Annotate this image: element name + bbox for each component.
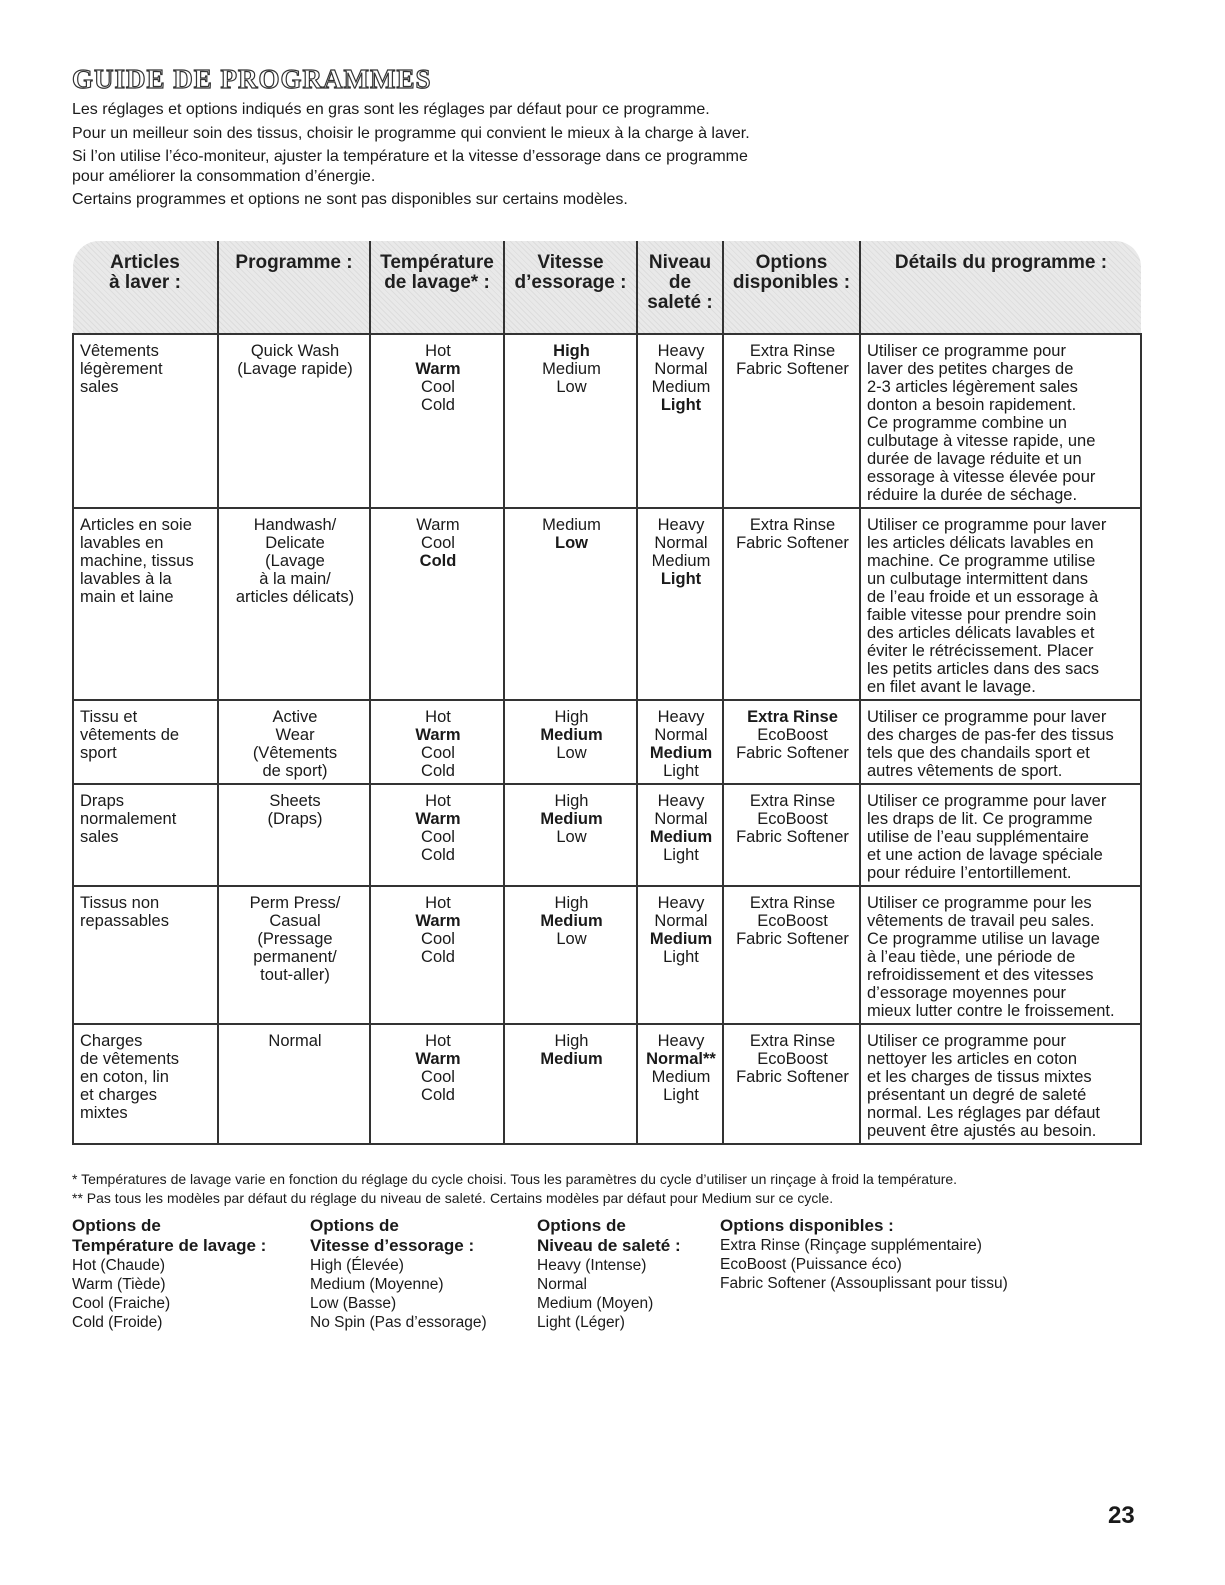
niveau-cell xyxy=(637,784,723,886)
header-options: Options disponibles : xyxy=(723,241,860,334)
programme-value: Quick Wash xyxy=(250,342,340,360)
options-cell xyxy=(723,700,860,784)
details-value: présentant un degré de saleté xyxy=(867,1086,1087,1104)
header-vitesse: Vitesse d’essorage : xyxy=(504,241,637,334)
programme-value: (Vêtements xyxy=(252,744,338,762)
niveau-value: Normal xyxy=(654,360,708,378)
vitesse-value: Medium xyxy=(542,516,601,534)
options-value: Extra Rinse xyxy=(749,516,836,534)
articles-cell xyxy=(73,886,218,1024)
temperature-value: Cool xyxy=(421,744,455,762)
table-header-row xyxy=(73,241,1141,334)
intro-line: Les réglages et options indiqués en gras sont les réglages par défaut pour ce programme. xyxy=(72,101,710,118)
options-cell xyxy=(723,886,860,1024)
temperature-value: Cold xyxy=(421,1086,455,1104)
temperature-value: Warm xyxy=(415,810,461,828)
footnote: ** Pas tous les modèles par défaut du réglage du niveau de saleté. Certains modèles par défaut pour Medium sur ce cycle. xyxy=(72,1190,834,1206)
programme-cell xyxy=(218,886,370,1024)
footnotes xyxy=(72,1170,957,1208)
vitesse-value: Medium xyxy=(542,360,601,378)
temperature-value: Hot xyxy=(425,792,451,810)
details-cell xyxy=(860,700,1141,784)
options-temperature xyxy=(72,1216,266,1332)
temperature-value: Hot xyxy=(425,342,451,360)
vitesse-value: High xyxy=(554,792,589,810)
vitesse-value: High xyxy=(554,894,589,912)
vitesse-value: Low xyxy=(556,378,587,396)
details-value: vêtements de travail peu sales. xyxy=(867,912,1095,930)
details-value: culbutage à vitesse rapide, une xyxy=(867,432,1096,450)
temperature-cell xyxy=(370,508,504,700)
details-value: Utiliser ce programme pour laver xyxy=(867,708,1107,726)
options-disponibles xyxy=(720,1216,1008,1293)
articles-value: lavables à la xyxy=(80,570,172,588)
options-value: Fabric Softener xyxy=(736,828,849,846)
details-value: essorage à vitesse élevée pour xyxy=(867,468,1096,486)
header-temperature: Température de lavage* : xyxy=(370,241,504,334)
option-item: EcoBoost (Puissance éco) xyxy=(720,1256,902,1273)
temperature-value: Hot xyxy=(425,1032,451,1050)
vitesse-value: Medium xyxy=(540,1050,603,1068)
options-heading: Options disponibles : xyxy=(720,1216,894,1235)
option-item: Light (Léger) xyxy=(537,1314,625,1331)
programme-cell xyxy=(218,334,370,508)
details-cell xyxy=(860,508,1141,700)
details-value: utilise de l’eau supplémentaire xyxy=(867,828,1089,846)
temperature-cell xyxy=(370,784,504,886)
options-value: Fabric Softener xyxy=(736,534,849,552)
details-value: Ce programme utilise un lavage xyxy=(867,930,1100,948)
vitesse-value: Low xyxy=(556,828,587,846)
options-value: Extra Rinse xyxy=(749,1032,836,1050)
articles-value: main et laine xyxy=(80,588,174,606)
details-cell xyxy=(860,1024,1141,1144)
option-item: Cold (Froide) xyxy=(72,1314,163,1331)
articles-cell xyxy=(73,784,218,886)
vitesse-value: Low xyxy=(556,930,587,948)
details-value: d’essorage moyennes pour xyxy=(867,984,1067,1002)
details-value: refroidissement et des vitesses xyxy=(867,966,1094,984)
details-value: mieux lutter contre le froissement. xyxy=(867,1002,1115,1020)
header-details: Détails du programme : xyxy=(860,241,1141,334)
options-value: Extra Rinse xyxy=(747,708,838,726)
options-value: Fabric Softener xyxy=(736,360,849,378)
vitesse-value: Low xyxy=(555,534,588,552)
options-value: EcoBoost xyxy=(757,810,828,828)
temperature-value: Cool xyxy=(421,828,455,846)
articles-value: machine, tissus xyxy=(80,552,194,570)
programme-value: articles délicats) xyxy=(235,588,355,606)
temperature-value: Cold xyxy=(421,846,455,864)
niveau-value: Light xyxy=(663,762,699,780)
details-value: tels que des chandails sport et xyxy=(867,744,1090,762)
details-value: les draps de lit. Ce programme xyxy=(867,810,1093,828)
options-niveau xyxy=(537,1216,681,1332)
vitesse-value: Low xyxy=(556,744,587,762)
option-item: Warm (Tiède) xyxy=(72,1276,166,1293)
table-row xyxy=(73,784,1141,886)
option-item: No Spin (Pas d’essorage) xyxy=(310,1314,487,1331)
articles-value: Articles en soie xyxy=(80,516,192,534)
temperature-value: Cold xyxy=(419,552,457,570)
intro-line: Certains programmes et options ne sont pas disponibles sur certains modèles. xyxy=(72,191,628,208)
temperature-cell xyxy=(370,334,504,508)
details-value: réduire la durée de séchage. xyxy=(867,486,1078,504)
niveau-cell xyxy=(637,886,723,1024)
articles-value: légèrement xyxy=(80,360,163,378)
articles-value: de vêtements xyxy=(80,1050,180,1068)
options-value: EcoBoost xyxy=(757,726,828,744)
temperature-value: Warm xyxy=(415,360,461,378)
option-item: Fabric Softener (Assouplissant pour tissu) xyxy=(720,1275,1008,1292)
programme-value: à la main/ xyxy=(259,570,331,588)
details-value: 2-3 articles légèrement sales xyxy=(867,378,1078,396)
details-value: laver des petites charges de xyxy=(867,360,1074,378)
niveau-value: Medium xyxy=(651,1068,711,1086)
articles-cell xyxy=(73,1024,218,1144)
niveau-cell xyxy=(637,508,723,700)
page-number: 23 xyxy=(1108,1502,1135,1529)
temperature-cell xyxy=(370,886,504,1024)
articles-value: Tissus non xyxy=(80,894,160,912)
niveau-value: Normal xyxy=(654,726,708,744)
details-value: les articles délicats lavables en xyxy=(867,534,1094,552)
programme-value: (Lavage rapide) xyxy=(237,360,353,378)
option-item: Extra Rinse (Rinçage supplémentaire) xyxy=(720,1237,982,1254)
programme-value: Handwash/ xyxy=(253,516,337,534)
programme-cell xyxy=(218,700,370,784)
details-cell xyxy=(860,886,1141,1024)
temperature-value: Cool xyxy=(421,534,455,552)
niveau-value: Normal xyxy=(654,810,708,828)
articles-cell xyxy=(73,508,218,700)
options-cell xyxy=(723,334,860,508)
articles-value: Tissu et xyxy=(80,708,138,726)
niveau-value: Light xyxy=(663,948,699,966)
niveau-value: Heavy xyxy=(657,342,705,360)
vitesse-cell xyxy=(504,886,637,1024)
header-niveau: Niveau de saleté : xyxy=(637,241,723,334)
articles-value: Charges xyxy=(80,1032,143,1050)
programme-cell xyxy=(218,508,370,700)
vitesse-cell xyxy=(504,700,637,784)
niveau-value: Medium xyxy=(649,828,713,846)
temperature-value: Cool xyxy=(421,930,455,948)
table-row xyxy=(73,700,1141,784)
options-value: Extra Rinse xyxy=(749,792,836,810)
vitesse-cell xyxy=(504,1024,637,1144)
details-value: des charges de pas-fer des tissus xyxy=(867,726,1114,744)
details-value: faible vitesse pour prendre soin xyxy=(867,606,1097,624)
details-value: les petits articles dans des sacs xyxy=(867,660,1100,678)
options-vitesse xyxy=(310,1216,487,1332)
options-heading: Options de Vitesse d’essorage : xyxy=(310,1216,475,1255)
intro-line: Pour un meilleur soin des tissus, choisir le programme qui convient le mieux à la charge à laver. xyxy=(72,124,750,142)
intro-line: pour améliorer la consommation d’énergie. xyxy=(72,167,376,185)
temperature-value: Cold xyxy=(421,948,455,966)
articles-value: Draps xyxy=(80,792,125,810)
footnote: * Températures de lavage varie en fonction du réglage du cycle choisi. Tous les paramètres du cycle d’utiliser un rinçage à froid la température. xyxy=(72,1171,958,1187)
option-item: Cool (Fraiche) xyxy=(72,1295,171,1312)
options-heading: Options de Niveau de saleté : xyxy=(537,1216,681,1255)
options-value: Fabric Softener xyxy=(736,1068,849,1086)
programme-value: permanent/ xyxy=(253,948,337,966)
details-value: et les charges de tissus mixtes xyxy=(867,1068,1092,1086)
programme-value: Casual xyxy=(269,912,321,930)
intro-line: Si l’on utilise l’éco-moniteur, ajuster la température et la vitesse d’essorage dans ce programme xyxy=(72,148,748,165)
articles-cell xyxy=(73,700,218,784)
table-row xyxy=(73,1024,1141,1144)
details-value: machine. Ce programme utilise xyxy=(867,552,1096,570)
vitesse-value: Medium xyxy=(540,912,603,930)
temperature-value: Cold xyxy=(421,396,455,414)
options-cell xyxy=(723,1024,860,1144)
vitesse-value: Medium xyxy=(540,726,603,744)
articles-value: sport xyxy=(80,744,117,762)
details-value: Utiliser ce programme pour laver xyxy=(867,792,1107,810)
options-value: EcoBoost xyxy=(757,912,828,930)
niveau-value: Medium xyxy=(651,552,711,570)
niveau-value: Heavy xyxy=(657,516,705,534)
vitesse-value: High xyxy=(554,1032,589,1050)
programme-value: Perm Press/ xyxy=(249,894,341,912)
temperature-value: Cool xyxy=(421,378,455,396)
niveau-cell xyxy=(637,700,723,784)
programme-value: Delicate xyxy=(265,534,325,552)
temperature-value: Warm xyxy=(415,726,461,744)
details-value: normal. Les réglages par défaut xyxy=(867,1104,1100,1122)
niveau-value: Normal xyxy=(654,534,708,552)
option-item: Normal xyxy=(537,1276,587,1293)
details-value: peuvent être ajustés au besoin. xyxy=(867,1122,1097,1140)
temperature-value: Hot xyxy=(425,708,451,726)
vitesse-cell xyxy=(504,334,637,508)
programme-value: tout-aller) xyxy=(260,966,330,984)
option-item: Medium (Moyenne) xyxy=(310,1276,444,1293)
details-value: pour réduire l’entortillement. xyxy=(867,864,1072,882)
details-value: de l’eau froide et un essorage à xyxy=(867,588,1099,606)
niveau-value: Heavy xyxy=(657,1032,705,1050)
articles-value: mixtes xyxy=(80,1104,128,1122)
articles-value: normalement xyxy=(80,810,177,828)
option-item: High (Élevée) xyxy=(310,1257,404,1274)
details-value: éviter le rétrécissement. Placer xyxy=(867,642,1094,660)
programme-value: Sheets xyxy=(269,792,321,810)
options-cell xyxy=(723,784,860,886)
niveau-value: Light xyxy=(663,1086,699,1104)
niveau-value: Light xyxy=(660,396,702,414)
intro-text xyxy=(72,100,1142,214)
programme-cell xyxy=(218,1024,370,1144)
details-cell xyxy=(860,334,1141,508)
temperature-value: Warm xyxy=(415,912,461,930)
articles-value: sales xyxy=(80,378,119,396)
vitesse-cell xyxy=(504,508,637,700)
temperature-cell xyxy=(370,1024,504,1144)
option-item: Medium (Moyen) xyxy=(537,1295,654,1312)
articles-value: sales xyxy=(80,828,119,846)
temperature-value: Warm xyxy=(415,1050,461,1068)
niveau-value: Medium xyxy=(649,930,713,948)
details-value: Utiliser ce programme pour xyxy=(867,342,1066,360)
temperature-cell xyxy=(370,700,504,784)
niveau-value: Heavy xyxy=(657,708,705,726)
option-item: Low (Basse) xyxy=(310,1295,397,1312)
options-cell xyxy=(723,508,860,700)
details-cell xyxy=(860,784,1141,886)
programme-value: (Draps) xyxy=(267,810,323,828)
articles-value: repassables xyxy=(80,912,169,930)
articles-value: vêtements de xyxy=(80,726,180,744)
details-value: à l’eau tiède, une période de xyxy=(867,948,1076,966)
programme-value: Active xyxy=(272,708,318,726)
niveau-value: Light xyxy=(660,570,702,588)
options-value: Fabric Softener xyxy=(736,744,849,762)
niveau-value: Normal xyxy=(654,912,708,930)
programme-value: (Pressage xyxy=(257,930,333,948)
details-value: en filet avant le lavage. xyxy=(867,678,1036,696)
articles-value: Vêtements xyxy=(80,342,159,360)
articles-value: et charges xyxy=(80,1086,158,1104)
header-articles: Articles à laver : xyxy=(73,241,218,334)
details-value: Utiliser ce programme pour les xyxy=(867,894,1092,912)
temperature-value: Warm xyxy=(416,516,460,534)
articles-value: lavables en xyxy=(80,534,164,552)
niveau-value: Light xyxy=(663,846,699,864)
programme-value: Wear xyxy=(275,726,315,744)
niveau-cell xyxy=(637,334,723,508)
programme-value: de sport) xyxy=(262,762,328,780)
options-heading: Options de Température de lavage : xyxy=(72,1216,267,1255)
niveau-value: Medium xyxy=(651,378,711,396)
programme-value: (Lavage xyxy=(265,552,325,570)
header-programme: Programme : xyxy=(218,241,370,334)
articles-cell xyxy=(73,334,218,508)
option-item: Heavy (Intense) xyxy=(537,1257,647,1274)
details-value: donton a besoin rapidement. xyxy=(867,396,1077,414)
vitesse-value: Medium xyxy=(540,810,603,828)
niveau-value: Normal** xyxy=(646,1050,716,1068)
temperature-value: Hot xyxy=(425,894,451,912)
options-value: Fabric Softener xyxy=(736,930,849,948)
options-value: Extra Rinse xyxy=(749,342,836,360)
vitesse-cell xyxy=(504,784,637,886)
programme-value: Normal xyxy=(268,1032,322,1050)
details-value: Utiliser ce programme pour xyxy=(867,1032,1066,1050)
niveau-value: Heavy xyxy=(657,894,705,912)
details-value: autres vêtements de sport. xyxy=(867,762,1063,780)
table-row xyxy=(73,886,1141,1024)
niveau-value: Heavy xyxy=(657,792,705,810)
vitesse-value: High xyxy=(554,708,589,726)
temperature-value: Cold xyxy=(421,762,455,780)
details-value: nettoyer les articles en coton xyxy=(867,1050,1078,1068)
table-row xyxy=(73,334,1141,508)
details-value: des articles délicats lavables et xyxy=(867,624,1095,642)
options-value: EcoBoost xyxy=(757,1050,828,1068)
details-value: et une action de lavage spéciale xyxy=(867,846,1103,864)
page-title: GUIDE DE PROGRAMMES xyxy=(72,64,432,94)
temperature-value: Cool xyxy=(421,1068,455,1086)
articles-value: en coton, lin xyxy=(80,1068,169,1086)
programme-cell xyxy=(218,784,370,886)
option-item: Hot (Chaude) xyxy=(72,1257,166,1274)
vitesse-value: High xyxy=(553,342,590,360)
program-guide-table xyxy=(72,241,1142,1145)
niveau-cell xyxy=(637,1024,723,1144)
options-value: Extra Rinse xyxy=(749,894,836,912)
details-value: Utiliser ce programme pour laver xyxy=(867,516,1107,534)
details-value: Ce programme combine un xyxy=(867,414,1067,432)
details-value: un culbutage intermittent dans xyxy=(867,570,1089,588)
details-value: durée de lavage réduite et un xyxy=(867,450,1082,468)
niveau-value: Medium xyxy=(649,744,713,762)
table-row xyxy=(73,508,1141,700)
